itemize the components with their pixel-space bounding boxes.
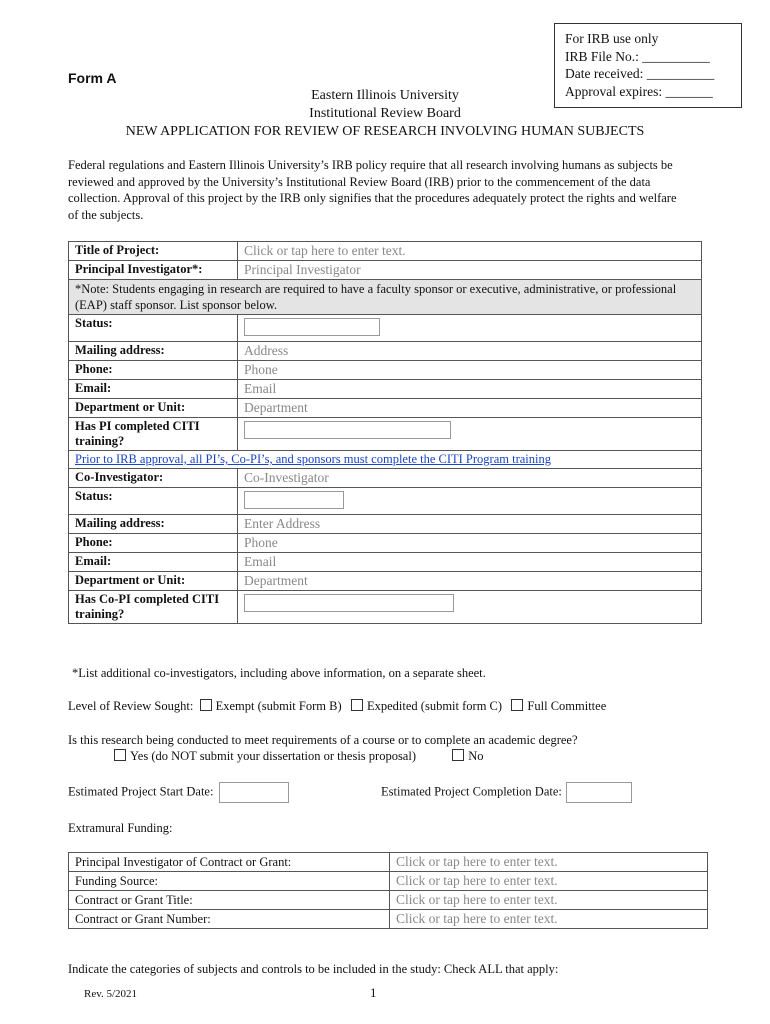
co-mailing-input[interactable]: Enter Address: [238, 515, 702, 534]
review-label: Level of Review Sought:: [68, 699, 194, 713]
funding-row: [69, 853, 708, 872]
title-label: Title of Project:: [69, 242, 238, 261]
page-number: 1: [370, 985, 377, 1000]
funding-source-input[interactable]: Click or tap here to enter text.: [390, 872, 708, 891]
status-cell: [238, 315, 702, 342]
funding-title-label: Contract or Grant Title:: [69, 891, 390, 910]
intro-paragraph: Federal regulations and Eastern Illinois University’s IRB policy require that all research involving humans as subjects be reviewed and approved by the University’s Institutional Review Board (IRB) prior to the commencement of the data collection. Approval of this project by the IRB only signifies that the procedures adequately protect the rights and welfare of the subjects.: [68, 158, 677, 222]
status-label: Status:: [69, 315, 238, 342]
course-options: [114, 749, 484, 764]
citi-cell: [238, 418, 702, 451]
pi-label: Principal Investigator*:: [69, 261, 238, 280]
pi-input[interactable]: Principal Investigator: [238, 261, 702, 280]
sponsor-note: *Note: Students engaging in research are required to have a faculty sponsor or executive, administrative, or professional (EAP) staff sponsor. List sponsor below.: [69, 280, 702, 315]
page-title: NEW APPLICATION FOR REVIEW OF RESEARCH INVOLVING HUMAN SUBJECTS: [125, 124, 645, 139]
dept-input[interactable]: Department: [238, 399, 702, 418]
email-input[interactable]: Email: [238, 380, 702, 399]
coi-input[interactable]: Co-Investigator: [238, 469, 702, 488]
co-status-cell: [238, 488, 702, 515]
co-phone-label: Phone:: [69, 534, 238, 553]
investigator-table: [68, 241, 702, 624]
phone-label: Phone:: [69, 361, 238, 380]
irb-use-only: For IRB use only: [565, 31, 659, 46]
expedited-checkbox[interactable]: [351, 699, 363, 711]
no-checkbox[interactable]: [452, 749, 464, 761]
revision-label: Rev. 5/2021: [84, 988, 138, 1000]
no-label: No: [468, 749, 484, 763]
funding-source-label: Funding Source:: [69, 872, 390, 891]
yes-label: Yes (do NOT submit your dissertation or thesis proposal): [130, 749, 416, 763]
funding-row: [69, 891, 708, 910]
co-citi-label: Has Co-PI completed CITI training?: [69, 591, 238, 624]
funding-number-label: Contract or Grant Number:: [69, 910, 390, 929]
review-level-row: [68, 699, 606, 714]
mailing-label: Mailing address:: [69, 342, 238, 361]
citi-link[interactable]: Prior to IRB approval, all PI’s, Co-PI’s, and sponsors must complete the CITI Program training: [75, 452, 551, 466]
co-citi-input[interactable]: [244, 594, 454, 612]
full-committee-label: Full Committee: [527, 699, 607, 713]
funding-title-input[interactable]: Click or tap here to enter text.: [390, 891, 708, 910]
start-date-label: Estimated Project Start Date:: [68, 784, 214, 799]
end-date-input[interactable]: [566, 782, 632, 803]
course-question: Is this research being conducted to meet requirements of a course or to complete an academic degree?: [68, 733, 578, 747]
expedited-label: Expedited (submit form C): [367, 699, 503, 713]
funding-pi-label: Principal Investigator of Contract or Grant:: [69, 853, 390, 872]
categories-note: Indicate the categories of subjects and controls to be included in the study: Check ALL that apply:: [68, 962, 559, 976]
funding-heading: Extramural Funding:: [68, 821, 173, 835]
citi-link-cell: [69, 451, 702, 469]
yes-checkbox[interactable]: [114, 749, 126, 761]
title-input[interactable]: Click or tap here to enter text.: [238, 242, 702, 261]
co-email-input[interactable]: Email: [238, 553, 702, 572]
co-dept-label: Department or Unit:: [69, 572, 238, 591]
mailing-input[interactable]: Address: [238, 342, 702, 361]
university-text: Eastern Illinois University: [311, 88, 459, 103]
co-mailing-label: Mailing address:: [69, 515, 238, 534]
funding-pi-input[interactable]: Click or tap here to enter text.: [390, 853, 708, 872]
funding-number-input[interactable]: Click or tap here to enter text.: [390, 910, 708, 929]
irb-approval-expires: Approval expires: _______: [565, 83, 713, 99]
status-input[interactable]: [244, 318, 380, 336]
co-email-label: Email:: [69, 553, 238, 572]
form-label: Form A: [68, 70, 117, 86]
co-status-input[interactable]: [244, 491, 344, 509]
end-date-label: Estimated Project Completion Date:: [381, 784, 562, 799]
university-name: [0, 88, 770, 104]
co-citi-cell: [238, 591, 702, 624]
citi-input[interactable]: [244, 421, 451, 439]
co-dept-input[interactable]: Department: [238, 572, 702, 591]
phone-input[interactable]: Phone: [238, 361, 702, 380]
additional-investigators-note: *List additional co-investigators, including above information, on a separate sheet.: [72, 666, 486, 680]
funding-row: [69, 910, 708, 929]
irb-date-received: Date received: __________: [565, 66, 715, 81]
exempt-checkbox[interactable]: [200, 699, 212, 711]
email-label: Email:: [69, 380, 238, 399]
irb-file-no: IRB File No.: __________: [565, 48, 710, 64]
board-name: Institutional Review Board: [309, 106, 461, 121]
dept-label: Department or Unit:: [69, 399, 238, 418]
funding-row: [69, 872, 708, 891]
citi-label: Has PI completed CITI training?: [69, 418, 238, 451]
full-committee-checkbox[interactable]: [511, 699, 523, 711]
co-status-label: Status:: [69, 488, 238, 515]
co-phone-input[interactable]: Phone: [238, 534, 702, 553]
start-date-input[interactable]: [219, 782, 289, 803]
exempt-label: Exempt (submit Form B): [215, 699, 342, 713]
end-date-row: [381, 782, 632, 803]
funding-table: [68, 852, 708, 929]
coi-label: Co-Investigator:: [69, 469, 238, 488]
start-date-row: [68, 782, 289, 803]
